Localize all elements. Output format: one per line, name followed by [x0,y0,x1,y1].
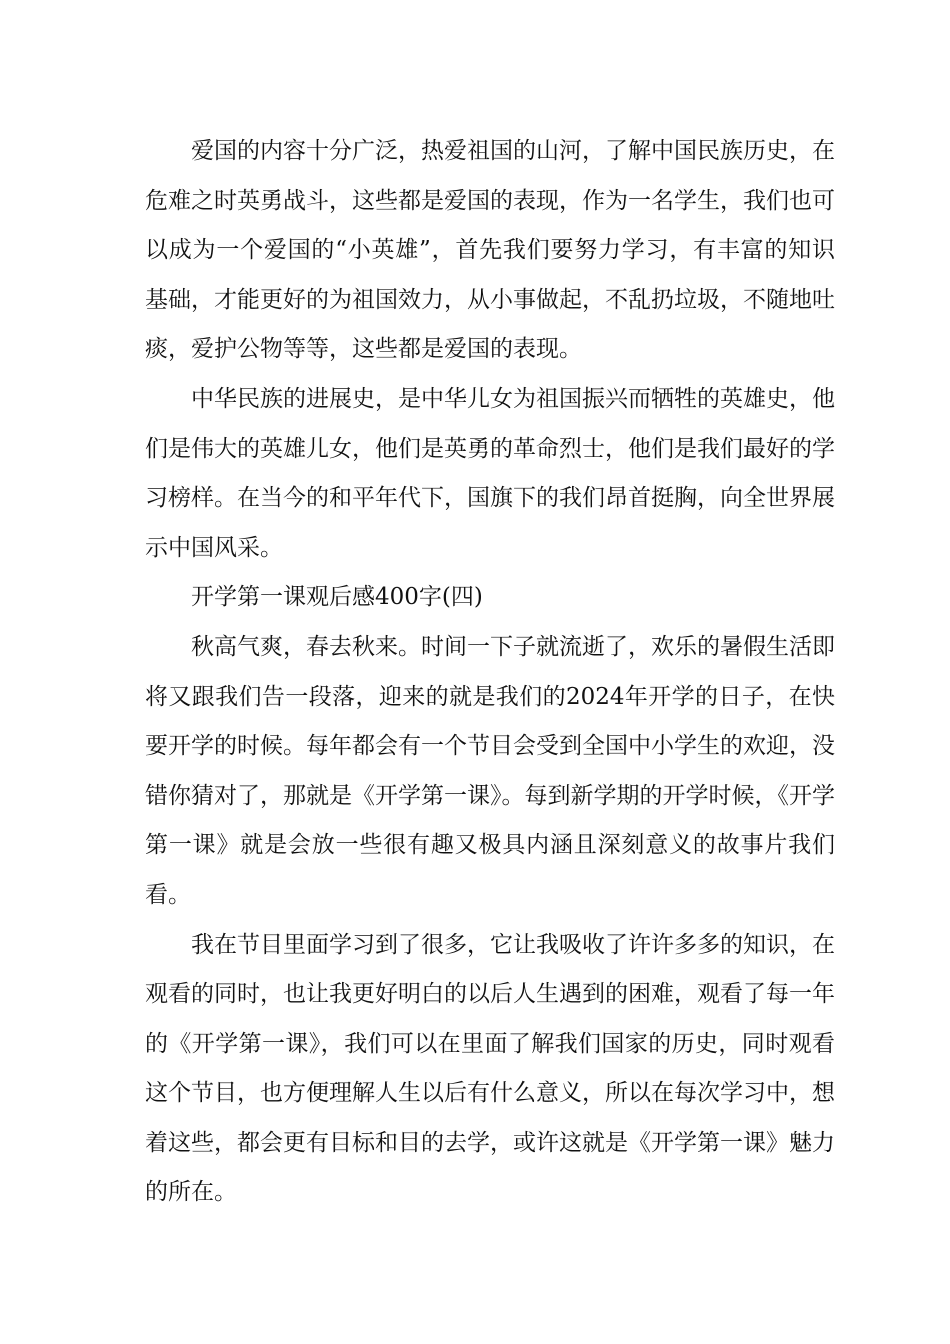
paragraph: 我在节目里面学习到了很多，它让我吸收了许许多多的知识，在观看的同时，也让我更好明白的以后人生遇到的困难，观看了每一年的《开学第一课》，我们可以在里面了解我们国家的历史，同时观看这个节目，也方便理解人生以后有什么意义，所以在每次学习中，想着这些，都会更有目标和目的去学，或许这就是《开学第一课》魅力的所在。 [145,931,835,1206]
paragraph: 秋高气爽，春去秋来。时间一下子就流逝了，欢乐的暑假生活即将又跟我们告一段落，迎来的就是我们的2024年开学的日子，在快要开学的时候。每年都会有一个节目会受到全国中小学生的欢迎，没错你猜对了，那就是《开学第一课》。每到新学期的开学时候，《开学第一课》就是会放一些很有趣又极具内涵且深刻意义的故事片我们看。 [145,633,835,908]
document-body [145,127,835,1218]
section-heading: 开学第一课观后感400字(四) [191,584,483,611]
paragraph: 中华民族的进展史，是中华儿女为祖国振兴而牺牲的英雄史，他们是伟大的英雄儿女，他们是英勇的革命烈士，他们是我们最好的学习榜样。在当今的和平年代下，国旗下的我们昂首挺胸，向全世界展示中国风采。 [145,385,835,561]
paragraph: 爱国的内容十分广泛，热爱祖国的山河，了解中国民族历史，在危难之时英勇战斗，这些都是爱国的表现，作为一名学生，我们也可以成为一个爱国的“小英雄”，首先我们要努力学习，有丰富的知识基础，才能更好的为祖国效力，从小事做起，不乱扔垃圾，不随地吐痰，爱护公物等等，这些都是爱国的表现。 [145,138,835,363]
